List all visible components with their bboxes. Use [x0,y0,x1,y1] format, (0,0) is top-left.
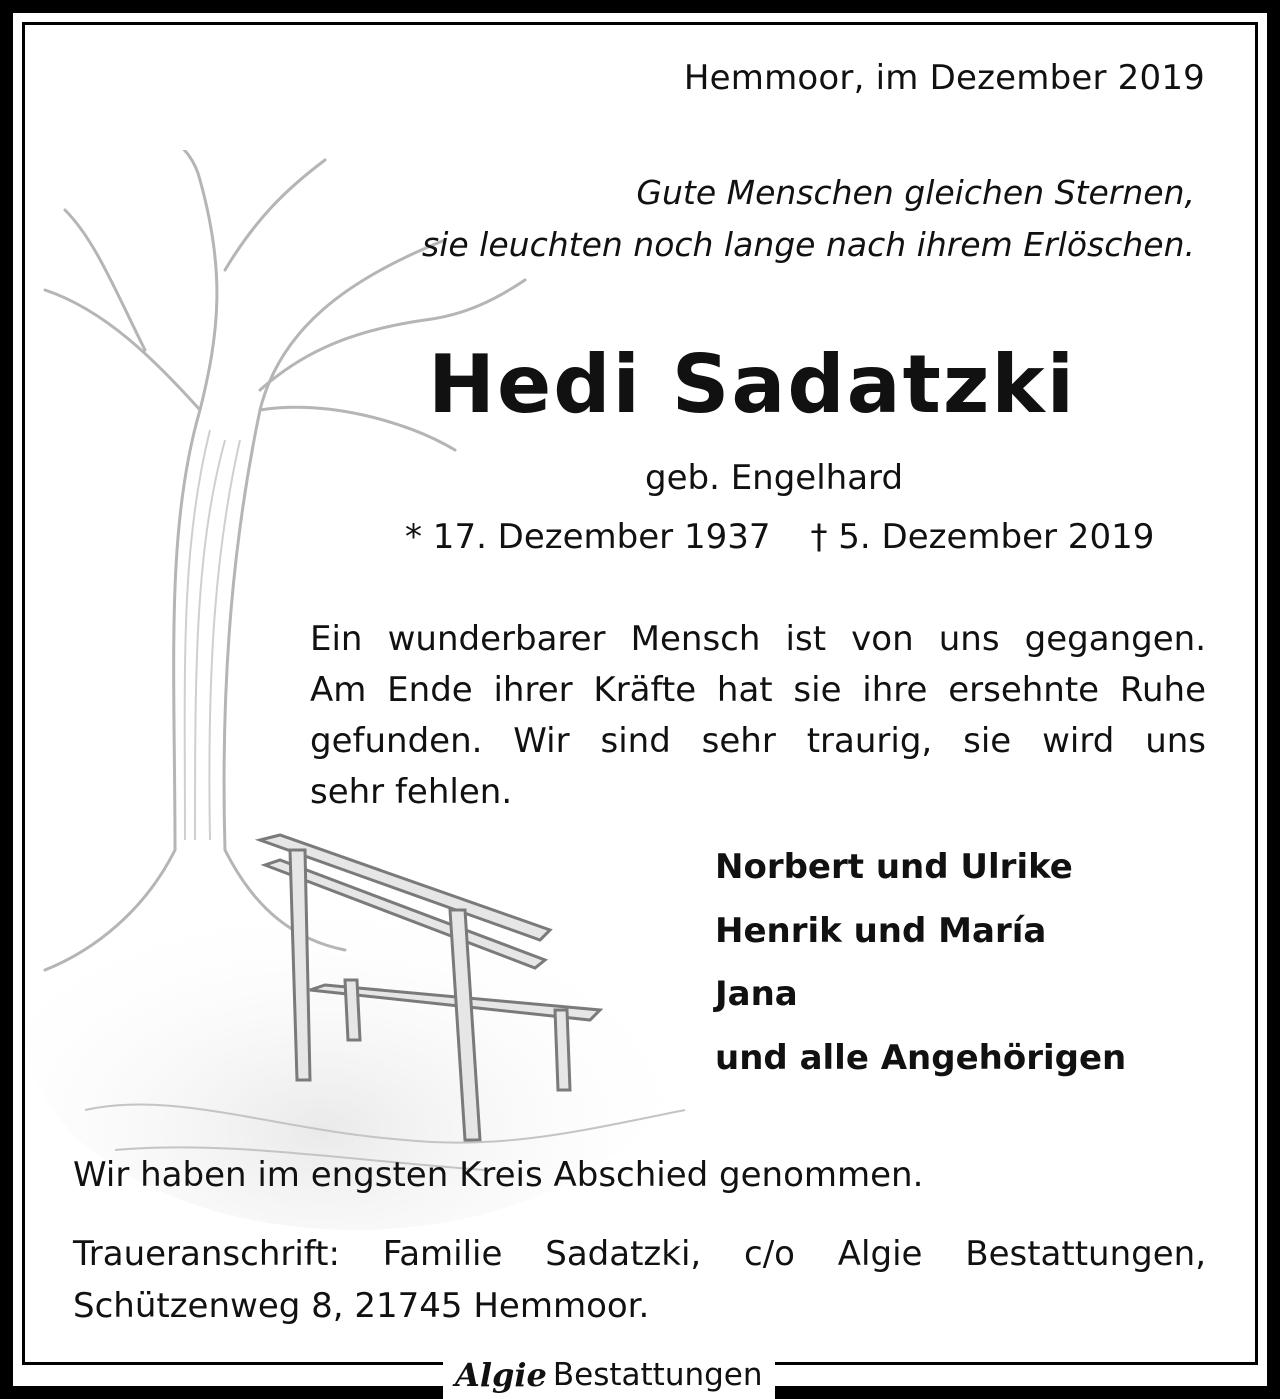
message-line: sehr fehlen. [310,772,513,812]
quote-line: sie leuchten noch lange nach ihrem Erlöschen. [422,225,1195,264]
mourners-list [715,836,1126,1090]
logo-suffix: Bestattungen [552,1356,763,1393]
farewell-note: Wir haben im engsten Kreis Abschied genommen. [73,1155,924,1195]
message-line: gefunden. Wir sind sehr traurig, sie wird uns [310,721,1206,761]
birth-date: * 17. Dezember 1937 [405,517,771,557]
death-date: † 5. Dezember 2019 [810,517,1155,557]
memorial-quote [422,167,1195,271]
message-line: Am Ende ihrer Kräfte hat sie ihre ersehnte Ruhe [310,670,1206,710]
mourner-name: Jana [715,974,798,1014]
message-line: Ein wunderbarer Mensch ist von uns gegangen. [310,619,1206,659]
deceased-name: Hedi Sadatzki [428,338,1077,431]
life-dates [405,517,1154,557]
address-line: Schützenweg 8, 21745 Hemmoor. [73,1286,650,1326]
quote-line: Gute Menschen gleichen Sternen, [636,173,1195,212]
birth-name: geb. Engelhard [645,458,904,498]
mourning-address [73,1228,1206,1332]
place-and-date: Hemmoor, im Dezember 2019 [683,58,1205,98]
memorial-message [310,614,1206,818]
address-line: Traueranschrift: Familie Sadatzki, c/o Algie Bestattungen, [73,1234,1206,1274]
tree-bark-shading [185,430,240,840]
logo-brand: Algie [455,1355,547,1394]
mourner-name: Norbert und Ulrike [715,847,1073,887]
mourner-name: Henrik und María [715,910,1047,951]
funeral-home-logo [443,1350,775,1399]
mourner-name: und alle Angehörigen [715,1037,1127,1078]
